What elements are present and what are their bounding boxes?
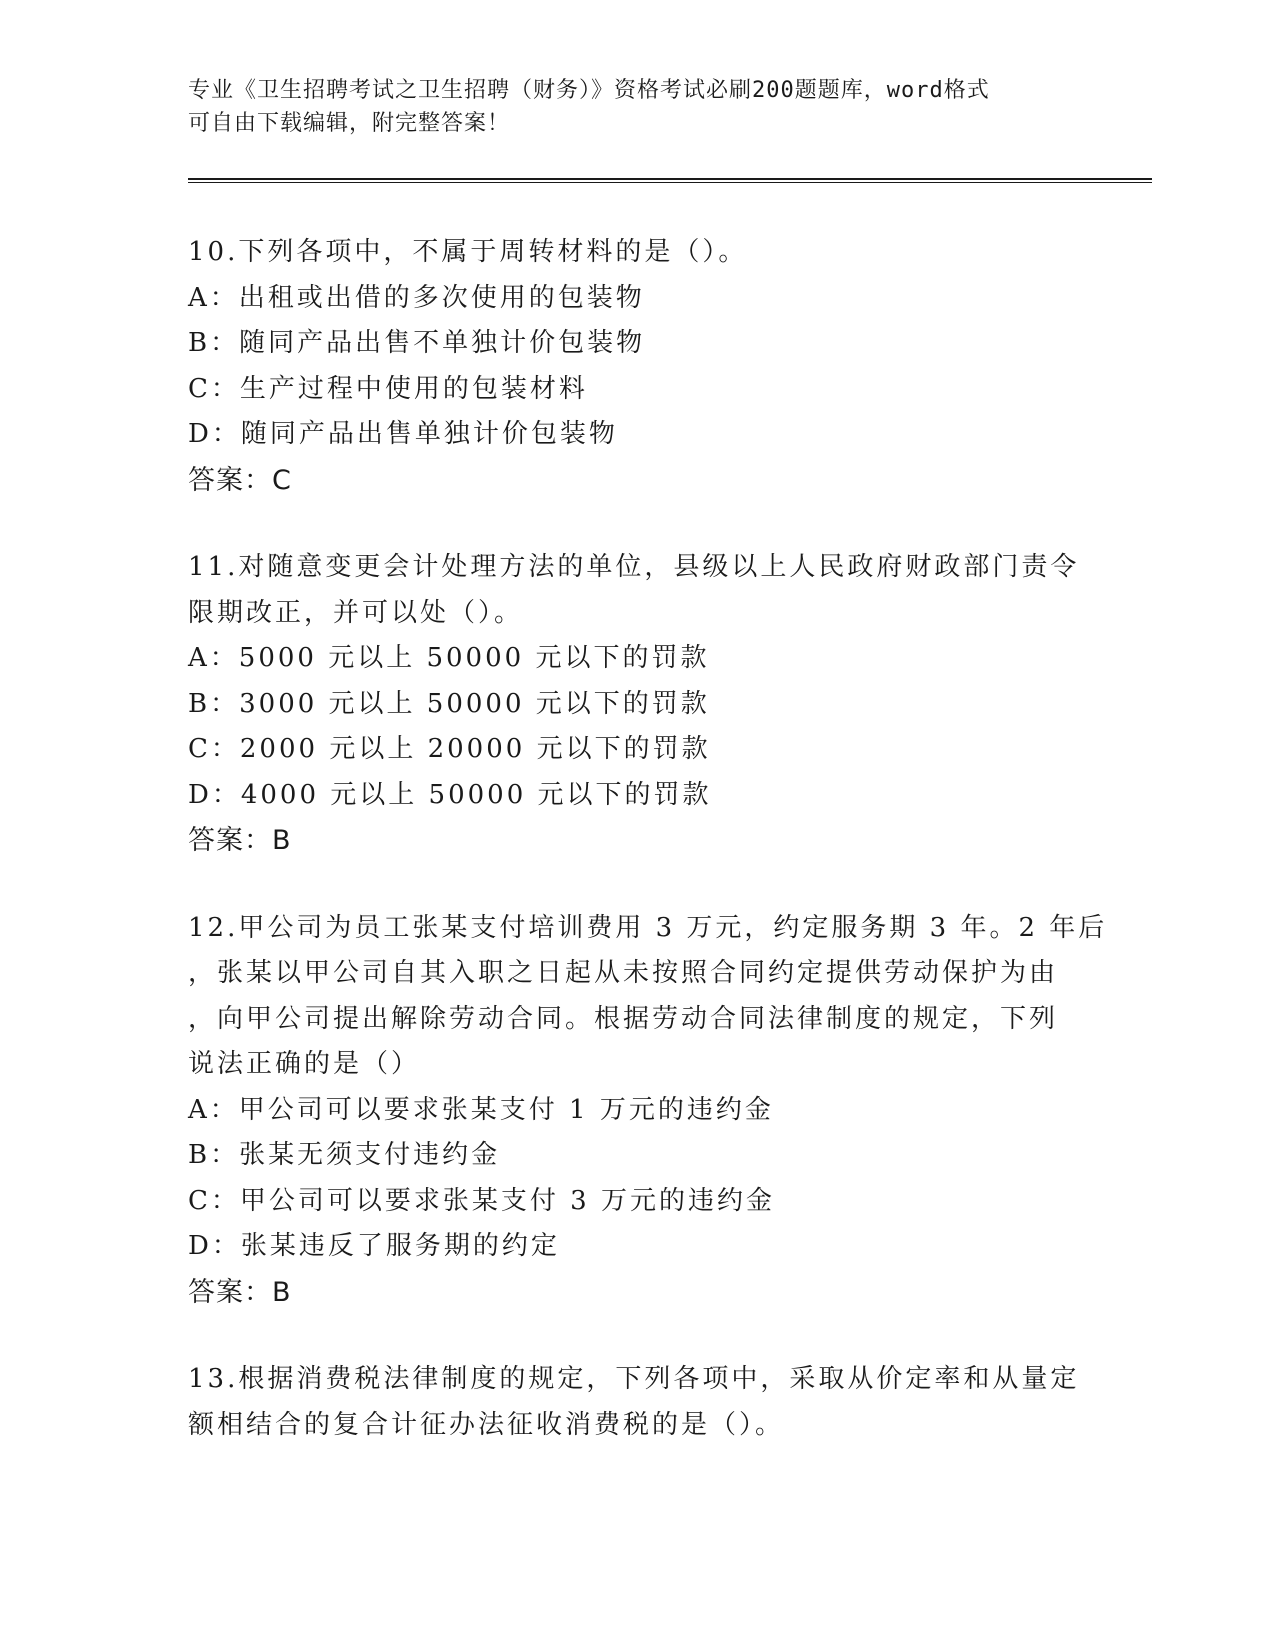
question-stem: ，张某以甲公司自其入职之日起从未按照合同约定提供劳动保护为由 (188, 958, 1059, 988)
option-c: C：生产过程中使用的包装材料 (188, 373, 588, 404)
header-line-2: 可自由下载编辑，附完整答案！ (188, 111, 511, 136)
option-c: C：2000 元以上 20000 元以下的罚款 (188, 734, 711, 764)
option-c: C：甲公司可以要求张某支付 3 万元的违约金 (188, 1185, 775, 1216)
answer-value: B (272, 825, 291, 856)
document-header (188, 74, 1088, 140)
option-a: A：甲公司可以要求张某支付 1 万元的违约金 (188, 1094, 774, 1125)
question-stem: 额相结合的复合计征办法征收消费税的是（）。 (188, 1409, 785, 1440)
answer-line (188, 458, 1068, 504)
answer-line (188, 818, 1068, 864)
answer-value: B (272, 1276, 291, 1308)
question-list (188, 230, 1108, 1490)
option-b: B：张某无须支付违约金 (188, 1140, 501, 1170)
option-b: B：随同产品出售不单独计价包装物 (188, 328, 646, 358)
answer-value: C (272, 464, 291, 496)
question-stem: 10.下列各项中，不属于周转材料的是（）。 (188, 237, 748, 267)
question-10 (188, 230, 1068, 503)
option-d: D：4000 元以上 50000 元以下的罚款 (188, 779, 712, 810)
document-page (188, 0, 1152, 1650)
option-b: B：3000 元以上 50000 元以下的罚款 (188, 688, 710, 719)
question-stem: 11.对随意变更会计处理方法的单位，县级以上人民政府财政部门责令 (188, 552, 1080, 582)
option-d: D：张某违反了服务期的约定 (188, 1231, 560, 1261)
question-stem: 限期改正，并可以处（）。 (188, 597, 524, 628)
question-stem: 12.甲公司为员工张某支付培训费用 3 万元，约定服务期 3 年。2 年后 (188, 912, 1108, 943)
answer-label: 答案： (188, 825, 272, 856)
header-line-1: 专业《卫生招聘考试之卫生招聘（财务）》资格考试必刷200题题库，word格式 (188, 78, 990, 103)
question-stem: 13.根据消费税法律制度的规定，下列各项中，采取从价定率和从量定 (188, 1364, 1080, 1394)
option-a: A：出租或出借的多次使用的包装物 (188, 282, 645, 313)
option-d: D：随同产品出售单独计价包装物 (188, 419, 618, 449)
question-11 (188, 545, 1080, 864)
answer-line (188, 1270, 1068, 1316)
option-a: A：5000 元以上 50000 元以下的罚款 (188, 643, 710, 673)
question-13 (188, 1357, 1080, 1448)
question-stem: ，向甲公司提出解除劳动合同。根据劳动合同法律制度的规定，下列 (188, 1003, 1059, 1034)
answer-label: 答案： (188, 464, 272, 496)
question-stem: 说法正确的是（） (188, 1049, 421, 1079)
header-divider (188, 178, 1152, 183)
question-12 (188, 906, 1108, 1316)
answer-label: 答案： (188, 1276, 272, 1308)
